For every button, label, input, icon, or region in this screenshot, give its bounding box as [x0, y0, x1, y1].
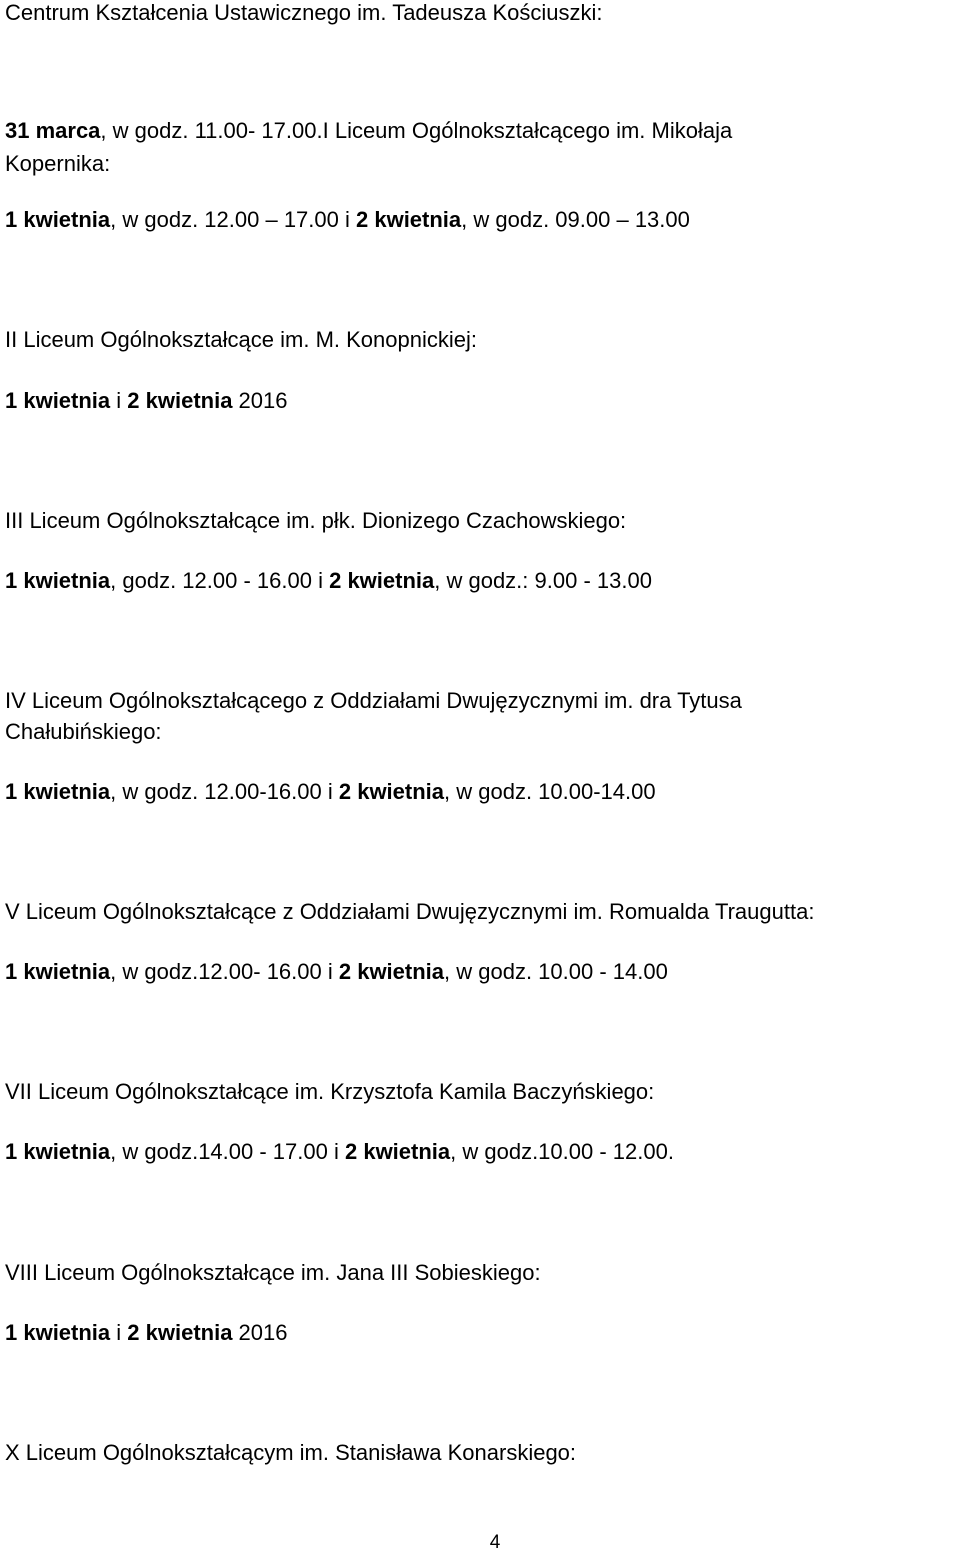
date-bold: 2 kwietnia — [338, 959, 445, 984]
time-text: i — [110, 388, 128, 413]
time-text: , w godz.14.00 - 17.00 i — [110, 1139, 345, 1164]
date-bold: 1 kwietnia — [5, 568, 111, 593]
date-bold: 1 kwietnia — [5, 959, 111, 984]
time-text: i — [110, 1320, 128, 1345]
date-bold: 2 kwietnia — [127, 1320, 233, 1345]
time-text: , w godz.10.00 - 12.00. — [450, 1139, 674, 1164]
date-bold: 1 kwietnia — [5, 779, 111, 804]
lo1-schedule — [5, 205, 690, 235]
page-number: 4 — [489, 1532, 501, 1553]
date-bold: 2 kwietnia — [344, 1139, 451, 1164]
lo2-name: II Liceum Ogólnokształcące im. M. Konopnickiej: — [5, 327, 477, 352]
lo3-name: III Liceum Ogólnokształcące im. płk. Dionizego Czachowskiego: — [5, 508, 627, 533]
date-bold: 31 marca — [5, 118, 101, 143]
date-bold: 1 kwietnia — [5, 1320, 111, 1345]
lo7-schedule — [5, 1137, 674, 1167]
lo4-schedule — [5, 777, 656, 807]
lo4-name-line2: Chałubińskiego: — [5, 719, 162, 744]
lo8-schedule — [5, 1318, 288, 1348]
lo10-name: X Liceum Ogólnokształcącym im. Stanisława Konarskiego: — [5, 1440, 577, 1465]
time-text: 2016 — [232, 388, 288, 413]
time-text: , w godz. 09.00 – 13.00 — [461, 207, 690, 232]
time-text: , w godz. 10.00 - 14.00 — [444, 959, 668, 984]
ckus-schedule — [5, 116, 732, 146]
date-bold: 2 kwietnia — [356, 207, 462, 232]
lo5-name: V Liceum Ogólnokształcące z Oddziałami Dwujęzycznymi im. Romualda Traugutta: — [5, 899, 815, 924]
lo3-schedule — [5, 566, 652, 596]
date-bold: 2 kwietnia — [127, 388, 233, 413]
lo5-schedule — [5, 957, 668, 987]
time-text: , godz. 12.00 - 16.00 i — [110, 568, 330, 593]
lo7-name: VII Liceum Ogólnokształcące im. Krzysztofa Kamila Baczyńskiego: — [5, 1079, 655, 1104]
time-text: , w godz. 10.00-14.00 — [444, 779, 656, 804]
time-text: 2016 — [232, 1320, 288, 1345]
lo8-name: VIII Liceum Ogólnokształcące im. Jana III Sobieskiego: — [5, 1260, 541, 1285]
date-bold: 1 kwietnia — [5, 207, 111, 232]
lo2-schedule — [5, 386, 288, 416]
date-bold: 1 kwietnia — [5, 388, 111, 413]
lo1-name-continuation: Kopernika: — [5, 151, 111, 176]
time-text: , w godz. 12.00-16.00 i — [110, 779, 339, 804]
date-bold: 1 kwietnia — [5, 1139, 111, 1164]
time-text: , w godz.: 9.00 - 13.00 — [434, 568, 652, 593]
ckus-heading: Centrum Kształcenia Ustawicznego im. Tadeusza Kościuszki: — [5, 0, 603, 25]
time-text: , w godz.12.00- 16.00 i — [110, 959, 339, 984]
time-text: , w godz. 11.00- 17.00.I Liceum Ogólnokształcącego im. Mikołaja — [100, 118, 733, 143]
time-text: , w godz. 12.00 – 17.00 i — [110, 207, 356, 232]
date-bold: 2 kwietnia — [329, 568, 435, 593]
date-bold: 2 kwietnia — [338, 779, 445, 804]
lo4-name-line1: IV Liceum Ogólnokształcącego z Oddziałami Dwujęzycznymi im. dra Tytusa — [5, 688, 742, 713]
